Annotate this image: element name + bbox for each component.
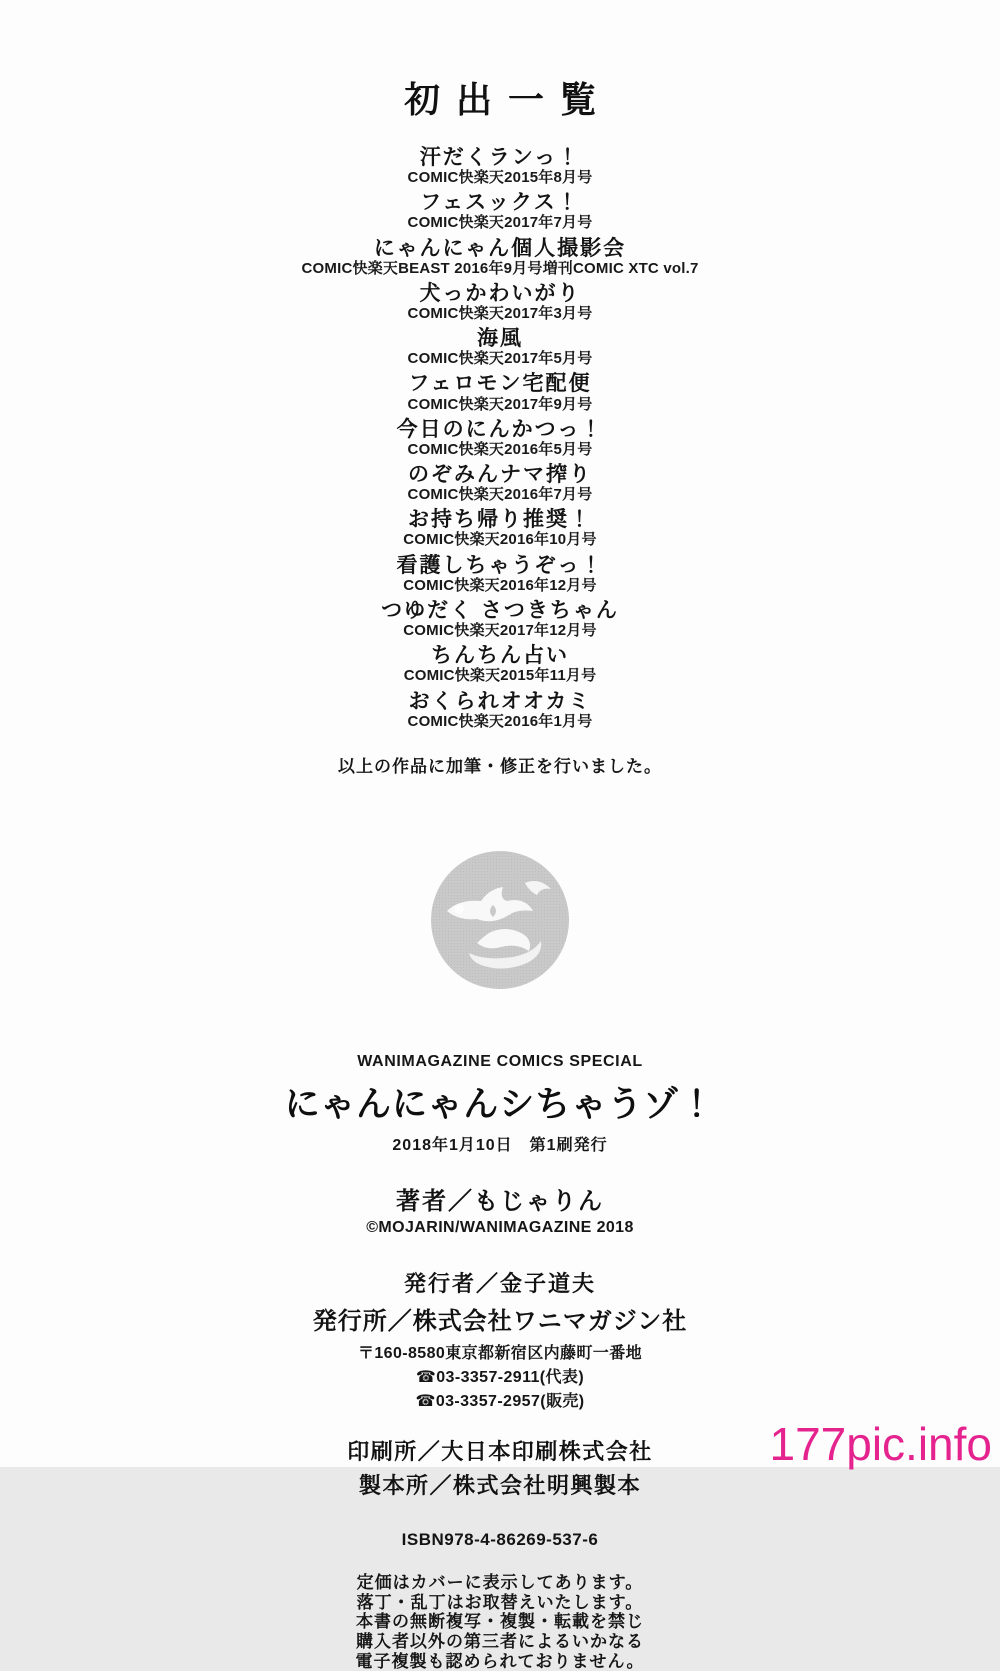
work-source: COMIC快楽天2016年10月号 — [403, 531, 597, 549]
work-entry — [408, 192, 593, 231]
book-title: にゃんにゃんシちゃうゾ！ — [284, 1084, 716, 1124]
work-entry — [408, 328, 593, 367]
work-title: ちんちん占い — [431, 644, 569, 668]
work-source: COMIC快楽天2017年9月号 — [407, 395, 593, 413]
imprint-label: WANIMAGAZINE COMICS SPECIAL — [357, 1052, 643, 1070]
printer-line: 印刷所／大日本印刷株式会社 — [347, 1438, 653, 1464]
work-title: つゆだく さつきちゃん — [381, 598, 619, 622]
work-source: COMIC快楽天2016年1月号 — [407, 712, 593, 730]
author-line: 著者／もじゃりん — [396, 1187, 604, 1215]
work-title: 今日のにんかつっ！ — [396, 417, 604, 441]
work-source: COMIC快楽天BEAST 2016年9月号増刊COMIC XTC vol.7 — [301, 259, 699, 277]
legal-note-line: 落丁・乱丁はお取替えいたします。 — [356, 1592, 644, 1612]
work-entry — [408, 147, 593, 186]
work-entry — [403, 509, 596, 548]
wanimagazine-crocodile-logo — [429, 849, 571, 991]
work-entry — [408, 283, 593, 322]
work-title: フェロモン宅配便 — [408, 372, 592, 396]
work-entry — [381, 600, 619, 639]
first-publication-list — [301, 147, 698, 730]
work-entry — [397, 555, 604, 594]
work-entry — [301, 238, 698, 277]
work-title: おくられオオカミ — [408, 689, 592, 713]
work-title: フェスックス！ — [420, 191, 580, 215]
legal-note-line: 本書の無断複写・複製・転載を禁じ — [356, 1612, 644, 1632]
watermark: 177pic.info — [769, 1418, 992, 1470]
legal-note-line: 定価はカバーに表示してあります。 — [356, 1572, 644, 1592]
publisher-person-line: 発行者／金子道夫 — [403, 1270, 596, 1296]
binder-line: 製本所／株式会社明興製本 — [358, 1472, 641, 1498]
work-entry — [408, 464, 593, 503]
isbn-line: ISBN978-4-86269-537-6 — [401, 1529, 599, 1549]
work-title: 海風 — [476, 327, 523, 351]
work-title: のぞみんナマ搾り — [407, 463, 592, 487]
copyright-line: ©MOJARIN/WANIMAGAZINE 2018 — [366, 1218, 634, 1236]
work-source: COMIC快楽天2016年7月号 — [407, 486, 593, 504]
work-source: COMIC快楽天2017年12月号 — [403, 622, 597, 640]
work-title: 汗だくランっ！ — [419, 146, 581, 169]
work-entry — [397, 419, 604, 458]
edition-date-line: 2018年1月10日 第1刷発行 — [392, 1136, 608, 1154]
work-title: 犬っかわいがり — [419, 281, 581, 305]
work-title: お持ち帰り推奨！ — [407, 508, 592, 532]
legal-note-line: 購入者以外の第三者によるいかなる — [356, 1631, 644, 1651]
work-entry — [404, 645, 597, 684]
work-entry — [408, 373, 593, 412]
publisher-company-line: 発行所／株式会社ワニマガジン社 — [312, 1307, 688, 1335]
work-source: COMIC快楽天2017年5月号 — [407, 350, 593, 368]
legal-notes — [355, 1574, 644, 1671]
revision-note: 以上の作品に加筆・修正を行いました。 — [338, 756, 662, 776]
work-source: COMIC快楽天2017年7月号 — [407, 214, 593, 232]
legal-note-line: 電子複製も認められておりません。 — [355, 1651, 645, 1671]
work-source: COMIC快楽天2017年3月号 — [407, 304, 593, 322]
phone-sales-line: ☎03-3357-2957(販売) — [415, 1392, 585, 1410]
work-entry — [408, 691, 593, 730]
work-title: にゃんにゃん個人撮影会 — [373, 236, 627, 260]
publisher-address-line: 〒160-8580東京都新宿区内藤町一番地 — [357, 1344, 643, 1362]
work-source: COMIC快楽天2015年11月号 — [403, 667, 597, 685]
first-publication-heading: 初出一覧 — [403, 79, 612, 120]
work-source: COMIC快楽天2016年12月号 — [403, 576, 597, 594]
phone-main-line: ☎03-3357-2911(代表) — [415, 1368, 585, 1386]
work-title: 看護しちゃうぞっ！ — [396, 553, 604, 577]
work-source: COMIC快楽天2016年5月号 — [407, 440, 593, 458]
work-source: COMIC快楽天2015年8月号 — [407, 169, 593, 187]
